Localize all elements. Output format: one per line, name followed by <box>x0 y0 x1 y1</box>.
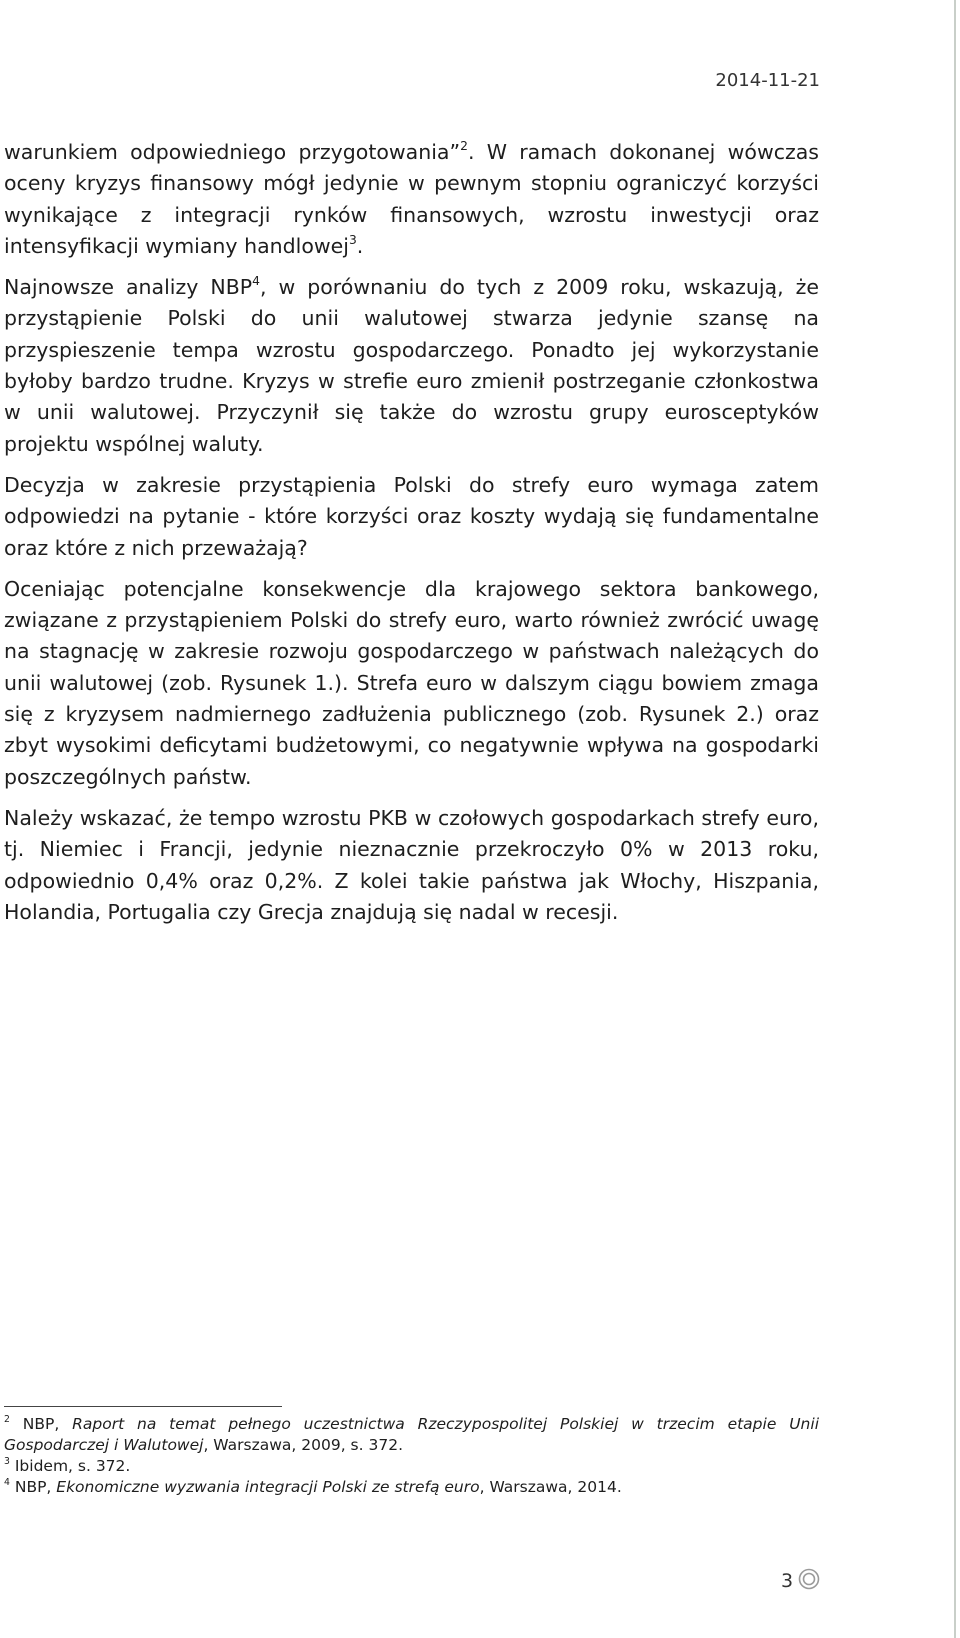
footnote: $^3$ Ibidem, s. 372. <box>4 1455 131 1475</box>
footnote: $^2$ NBP, Raport na temat pełnego uczestnictwa Rzeczypospolitej Polskiej w trzecim etapie Unii Gospodarczej i Walutowej, Warszawa, 2009, s. 372. <box>4 1413 819 1454</box>
double-circle-icon <box>798 1568 820 1590</box>
footnote-separator <box>4 1406 282 1407</box>
paragraph: Decyzja w zakresie przystąpienia Polski do strefy euro wymaga zatem odpowiedzi na pytanie - które korzyści oraz koszty wydają się fundamentalne oraz które z nich przeważają? <box>4 472 819 560</box>
footnote-ref[interactable]: 2 <box>460 138 468 153</box>
paragraph: Oceniając potencjalne konsekwencje dla krajowego sektora bankowego, związane z przystąpieniem Polski do strefy euro, warto również zwrócić uwagę na stagnację w zakresie rozwoju gospodarczego w państwach należących do unii walutowej (zob. Rysunek 1.). Strefa euro w dalszym ciągu bowiem zmaga się z kryzysem nadmiernego zadłużenia publicznego (zob. Rysunek 2.) oraz zbyt wysokimi deficytami budżetowymi, co negatywnie wpływa na gospodarki poszczególnych państw. <box>4 576 819 789</box>
body-text <box>4 137 819 938</box>
paragraph: Należy wskazać, że tempo wzrostu PKB w czołowych gospodarkach strefy euro, tj. Niemiec i Francji, jedynie nieznacznie przekroczyło 0% w 2013 roku, odpowiednio 0,4% oraz 0,2%. Z kolei takie państwa jak Włochy, Hiszpania, Holandia, Portugalia czy Grecja znajdują się nadal w recesji. <box>4 805 819 924</box>
page-number: 3 <box>781 1570 794 1592</box>
header-date: 2014-11-21 <box>715 70 820 91</box>
footnotes <box>4 1414 819 1498</box>
right-margin-rule <box>954 0 956 1638</box>
footnote-ref[interactable]: 3 <box>348 232 357 247</box>
paragraph: Najnowsze analizy NBP$^4$, w porównaniu do tych z 2009 roku, wskazują, że przystąpienie Polski do unii walutowej stwarza jedynie szansę na przyspieszenie tempa wzrostu gospodarczego. Ponadto jej wykorzystanie byłoby bardzo trudne. Kryzys w strefie euro zmienił postrzeganie członkostwa w unii walutowej. Przyczynił się także do wzrostu grupy eurosceptyków projektu wspólnej waluty. <box>4 274 819 456</box>
footnote-ref[interactable]: 4 <box>252 274 260 289</box>
paragraph: warunkiem odpowiedniego przygotowania”$^2$. W ramach dokonanej wówczas oceny kryzys finansowy mógł jedynie w pewnym stopniu ograniczyć korzyści wynikające z integracji rynków finansowych, wzrostu inwestycji oraz intensyfikacji wymiany handlowej$^3$. <box>4 138 819 258</box>
footnote: $^4$ NBP, Ekonomiczne wyzwania integracji Polski ze strefą euro, Warszawa, 2014. <box>4 1476 622 1496</box>
